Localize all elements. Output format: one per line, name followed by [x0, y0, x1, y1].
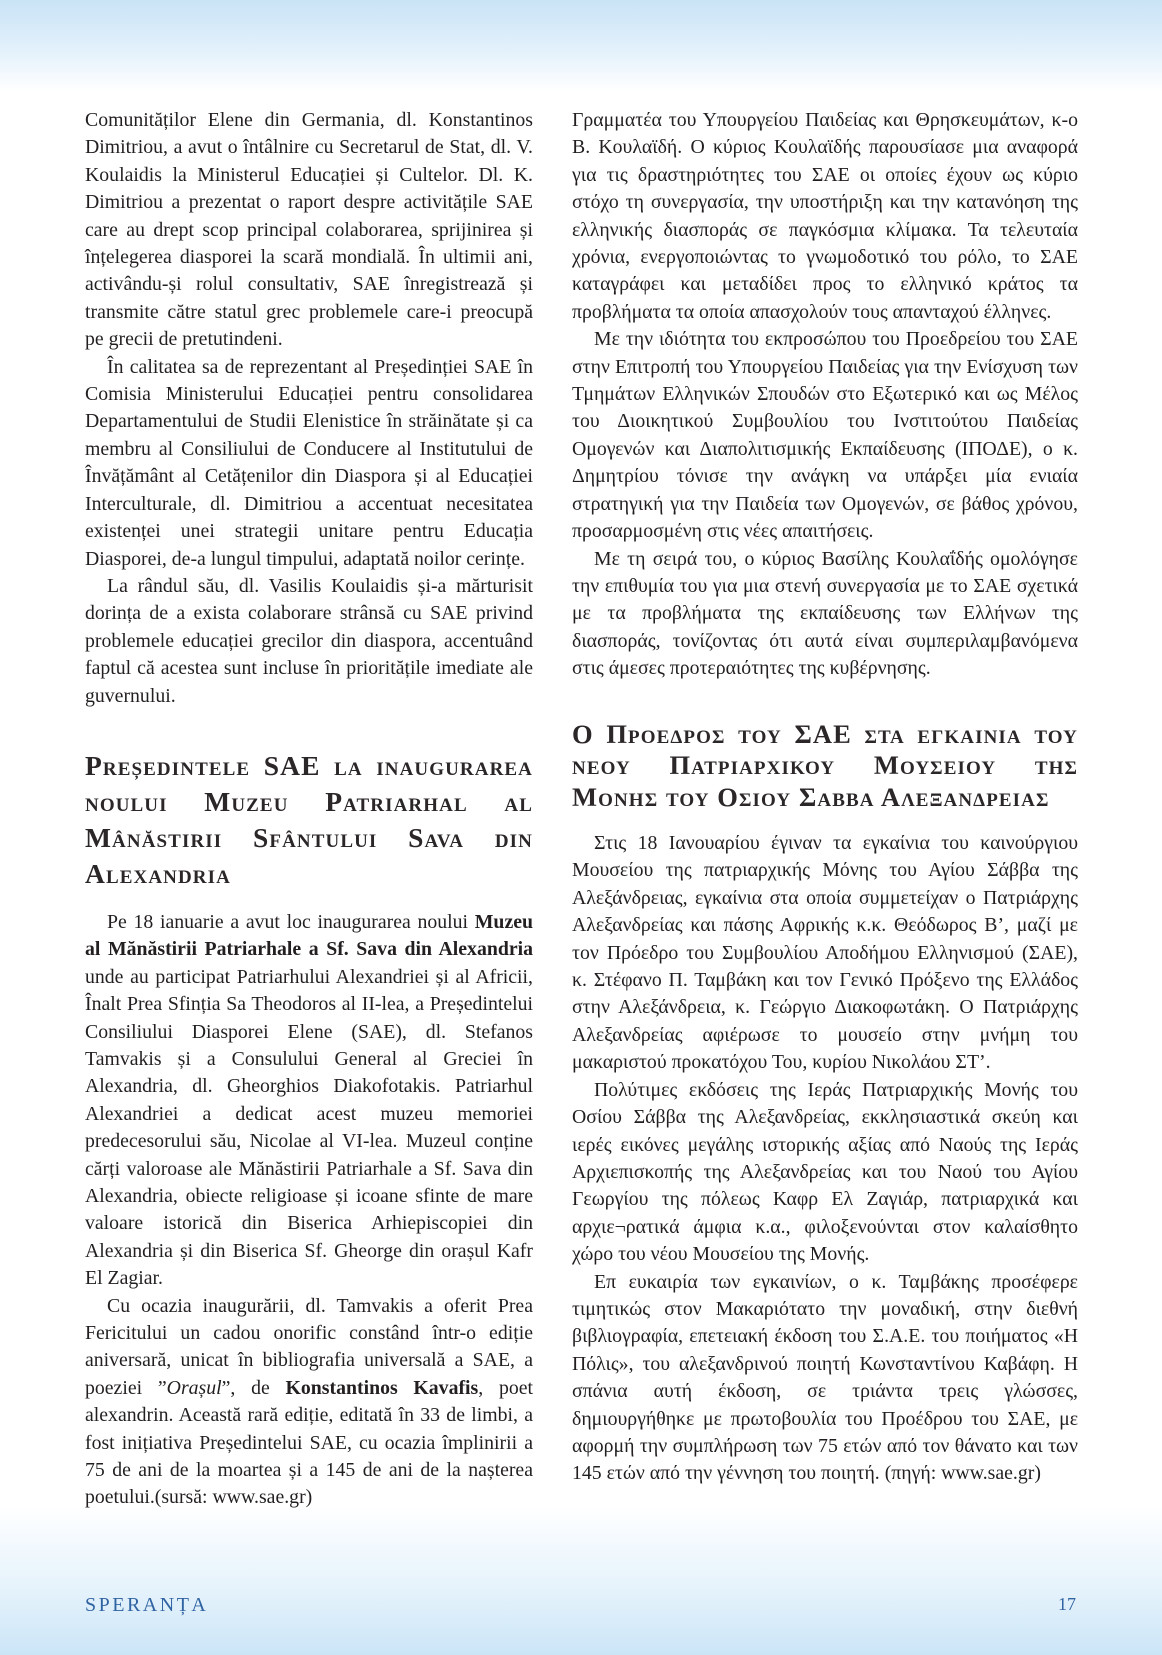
- museum-name-bold: Muzeu al Mănăstirii Patriarhale a Sf. Sava din Alexandria: [85, 910, 533, 961]
- left-paragraph-1: Comunităților Elene din Germania, dl. Konstantinos Dimitriou, a avut o întâlnire cu Secretarul de Stat, dl. V. Koulaidis la Ministerul Educației și Cultelor. Dl. K. Dimitriou a prezentat o raport despre activitățile SAE care au drept scop principal colaborarea, sprijinirea și înțelegerea diasporei la scară mondială. În ultimii ani, activându-și rolul consultativ, SAE înregistrează și transmite către statul grec problemele care-i preocupă pe grecii de pretutindeni.: [85, 109, 533, 351]
- right-article-heading: Ο Προεδρος του ΣΑΕ στα εγκαινια του νεου Πατριαρχικου Μουσειου της Μονης του Οσιου Σαββα Αλεξανδρειας: [572, 718, 1078, 812]
- left-paragraph-5: [85, 1293, 533, 1512]
- p5-text-a: Cu ocazia inaugurării, dl. Tamvakis a oferit Prea Fericitului un cadou onorific constând într-o ediție aniversară, unicat în bibliografia universală a SAE, a poeziei ”: [85, 1294, 533, 1399]
- right-paragraph-3: Με τη σειρά του, ο κύριος Βασίλης Κουλαΐδής ομολόγησε την επιθυμία του για μια στενή συνεργασία με το ΣΑΕ σχετικά με τα προβλήματα της εκπαίδευσης των Ελλήνων της διασποράς, τονίζοντας ότι αυτά είναι συμπεριλαμβανόμενα στις άμεσες προτεραιότητες της κυβέρνησης.: [572, 547, 1078, 680]
- right-column-greek: [572, 107, 1078, 1488]
- p5-text-e: , poet alexandrin. Această rară ediție, editată în 33 de limbi, a fost inițiativa Președintelui SAE, cu ocazia împlinirii a 75 de ani de la moartea și a 145 de ani de la nașterea poetului.(sursă: www.sae.gr): [85, 1376, 534, 1509]
- p4-text-c: unde au participat Patriarhului Alexandriei și al Africii, Înalt Prea Sfinția Sa Theodoros al II-lea, a Președintelui Consiliului Diasporei Elene (SAE), dl. Stefanos Tamvakis și a Consulului General al Greciei în Alexandria, dl. Gheorghios Diakofotakis. Patriarhul Alexandriei a dedicat acest muzeu memoriei predecesorului său, Nicolae al VI-lea. Muzeul conține cărți valoroase ale Mănăstirii Patriarhale a Sf. Sava din Alexandria, obiecte religioase și icoane sfinte de mare valoare istorică din Biserica Arhiepiscopiei din Alexandria și din Biserica Sf. Gheorge din orașul Kafr El Zagiar.: [85, 965, 533, 1290]
- right-paragraph-2: Με την ιδιότητα του εκπροσώπου του Προεδρείου του ΣΑΕ στην Επιτροπή του Υπουργείου Παιδείας για την Ενίσχυση των Τμημάτων Ελληνικών Σπουδών στο Εξωτερικό και ως Μέλος του Διοικητικού Συμβουλίου του Ινστιτούτου Παιδείας Ομογενών και Διαπολιτισμικής Εκπαίδευσης (ΙΠΟΔΕ), ο κ. Δημητρίου τόνισε την ανάγκη να υπάρξει μία ενιαία στρατηγική για την Παιδεία των Ομογενών, σε βάθος χρόνου, προσαρμοσμένη στις νέες απαιτήσεις.: [572, 328, 1078, 543]
- right-paragraph-6: Επ ευκαιρία των εγκαινίων, ο κ. Ταμβάκης προσέφερε τιμητικώς στον Μακαριότατο την μοναδική, στην διεθνή βιβλιογραφία, επετειακή έκδοση του Σ.Α.Ε. του ποιήματος «Η Πόλις», του αλεξανδρινού ποιητή Κωνσταντίνου Καβάφη. Η σπάνια αυτή έκδοση, σε τριάντα τρεις γλώσσες, δημιουργήθηκε με πρωτοβουλία του Προέδρου του ΣΑΕ, με αφορμή την συμπλήρωση των 75 ετών από τον θάνατο και των 145 ετών από την γέννηση του ποιητή. (πηγή: www.sae.gr): [572, 1270, 1078, 1485]
- left-column-romanian: [85, 107, 533, 1512]
- right-paragraph-4: Στις 18 Ιανουαρίου έγιναν τα εγκαίνια του καινούργιου Μουσείου της πατριαρχικής Μόνης του Αγίου Σάββα της Αλεξάνδρειας, εγκαίνια στα οποία συμμετείχαν ο Πατριάρχης Αλεξανδρείας και πάσης Αφρικής κ.κ. Θεόδωρος Β’, μαζί με τον Πρόεδρο του Συμβουλίου Αποδήμου Ελληνισμού (ΣΑΕ), κ. Στέφανο Π. Ταμβάκη και τον Γενικό Πρόξενο της Ελλάδος στην Αλεξάνδρεια, κ. Γεώργιο Διακοφωτάκη. Ο Πατριάρχης Αλεξανδρείας αφιέρωσε το μουσείο στην μνήμη του μακαριστού προκατόχου Του, κυρίου Νικολάου ΣΤ’.: [572, 832, 1078, 1074]
- poem-title-italic: Orașul: [166, 1376, 222, 1399]
- left-paragraph-4: [85, 909, 533, 1293]
- right-paragraph-5: Πολύτιμες εκδόσεις της Ιεράς Πατριαρχικής Μονής του Οσίου Σάββα της Αλεξανδρείας, εκκλησιαστικά σκεύη και ιερές εικόνες μεγάλης ιστορικής αξίας από Ναούς της Ιεράς Αρχιεπισκοπής της Αλεξανδρείας και του Ναού του Αγίου Γεωργίου της πόλεως Καφρ Ελ Ζαγιάρ, πατριαρχικά και αρχιε¬ρατικά άμφια κ.α., φιλοξενούνται στον καλαίσθητο χώρο του νέου Μουσείου της Μονής.: [572, 1078, 1078, 1266]
- magazine-name: SPERANȚA: [85, 1594, 209, 1616]
- top-gradient-band: [0, 0, 1162, 92]
- bottom-gradient-band: [0, 1505, 1162, 1655]
- page-number: 17: [1058, 1594, 1076, 1614]
- p4-text-a: Pe 18 ianuarie a avut loc inaugurarea noului: [107, 910, 475, 933]
- right-paragraph-1: Γραμματέα του Υπουργείου Παιδείας και Θρησκευμάτων, κ-ο Β. Κουλαϊδή. Ο κύριος Κουλαϊδής παρουσίασε μια αναφορά για τις δραστηριότητες του ΣΑΕ οι οποίες έχουν ως κύριο στόχο τη συνεργασία, την υποστήριξη και την κατανόηση της ελληνικής διασποράς σε παγκόσμια κλίμακα. Τα τελευταία χρόνια, ενεργοποιώντας το γνωμοδοτικό του ρόλο, το ΣΑΕ καταγράφει και μεταδίδει προς το ελληνικό κράτος τα προβλήματα τα οποία απασχολούν τους απανταχού έλληνες.: [572, 109, 1078, 323]
- poet-name-bold: Konstantinos Kavafis: [285, 1376, 479, 1399]
- left-article-heading: Președintele SAE la inaugurarea noului Muzeu Patriarhal al Mânăstirii Sfântului Sava din Alexandria: [85, 749, 533, 889]
- p5-text-c: ”, de: [221, 1376, 286, 1399]
- left-paragraph-3: La rândul său, dl. Vasilis Koulaidis și-a mărturisit dorința de a exista colaborare strânsă cu SAE privind problemele educației grecilor din diaspora, accentuând faptul că acestea sunt incluse în prioritățile imediate ale guvernului.: [85, 574, 533, 707]
- left-paragraph-2: În calitatea sa de reprezentant al Președinției SAE în Comisia Ministerului Educației pentru consolidarea Departamentului de Studii Elenistice în străinătate și ca membru al Consiliului de Conducere al Institutului de Învățământ al Cetățenilor din Diaspora și al Educației Interculturale, dl. Dimitriou a accentuat necesitatea existenței unei strategii unitare pentru Educația Diasporei, de-a lungul timpului, adaptată noilor cerințe.: [85, 355, 533, 570]
